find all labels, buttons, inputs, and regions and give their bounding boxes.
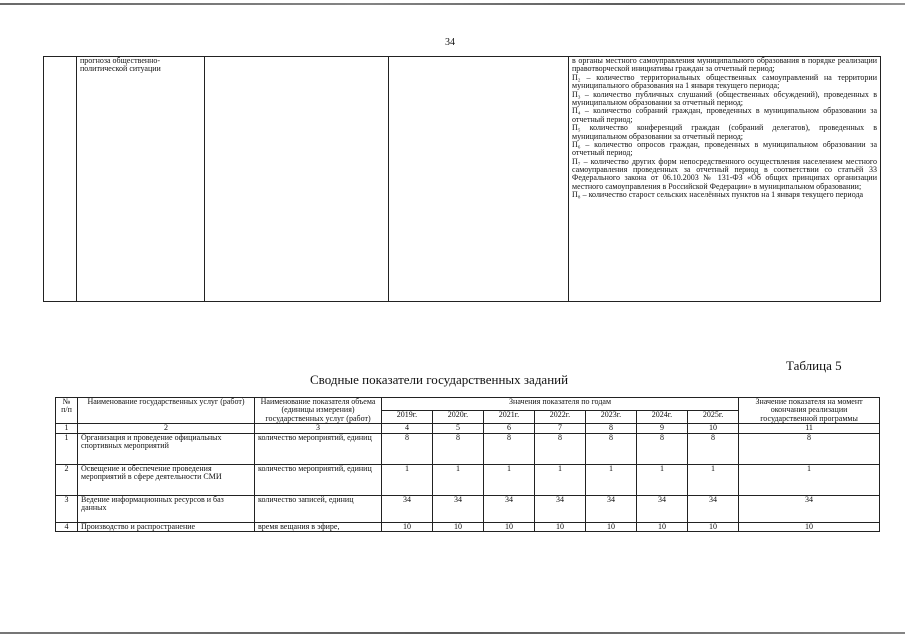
column-header-year: 2022г.: [535, 411, 586, 424]
year-value: 8: [637, 433, 688, 464]
year-value: 34: [535, 495, 586, 522]
formula-description-cell: [569, 57, 881, 302]
year-value: 34: [586, 495, 637, 522]
year-value: 8: [535, 433, 586, 464]
column-number: 3: [255, 424, 382, 433]
service-name: Ведение информационных ресурсов и баз данных: [78, 495, 255, 522]
indicator-name: количество мероприятий, единиц: [255, 464, 382, 495]
year-value: 1: [484, 464, 535, 495]
formula-paragraph: П₆ – количество опросов граждан, проведенных в муниципальном образовании за отчетный период;: [572, 139, 877, 158]
year-value: 10: [586, 522, 637, 531]
column-number: 7: [535, 424, 586, 433]
table-cell: [389, 57, 569, 302]
final-value: 10: [739, 522, 880, 531]
table-cell: [44, 57, 77, 302]
column-header-year: 2020г.: [433, 411, 484, 424]
service-name: Освещение и обеспечение проведения мероприятий в сфере деятельности СМИ: [78, 464, 255, 495]
year-value: 8: [484, 433, 535, 464]
column-header-values-group: Значения показателя по годам: [382, 398, 739, 411]
year-value: 10: [433, 522, 484, 531]
page-number: 34: [445, 37, 455, 48]
column-number: 10: [688, 424, 739, 433]
column-numbers-row: [56, 424, 880, 433]
column-header-year: 2021г.: [484, 411, 535, 424]
column-header-year: 2023г.: [586, 411, 637, 424]
state-tasks-summary-table: [55, 397, 880, 532]
column-number: 4: [382, 424, 433, 433]
year-value: 1: [586, 464, 637, 495]
row-number: 3: [56, 495, 78, 522]
year-value: 34: [433, 495, 484, 522]
formula-paragraph: П₅ количество конференций граждан (собраний делегатов), проведенных в муниципальном образовании за отчетный период;: [572, 123, 877, 141]
final-value: 34: [739, 495, 880, 522]
scan-edge-bottom: [0, 632, 905, 634]
year-value: 8: [433, 433, 484, 464]
year-value: 8: [586, 433, 637, 464]
year-value: 8: [688, 433, 739, 464]
year-value: 34: [688, 495, 739, 522]
column-number: 5: [433, 424, 484, 433]
column-number: 2: [78, 424, 255, 433]
column-header-year: 2025г.: [688, 411, 739, 424]
final-value: 8: [739, 433, 880, 464]
year-value: 10: [535, 522, 586, 531]
service-name: Организация и проведение официальных спортивных мероприятий: [78, 433, 255, 464]
year-value: 1: [382, 464, 433, 495]
indicator-name: количество записей, единиц: [255, 495, 382, 522]
table-row: [56, 495, 880, 522]
indicator-formula-table: [43, 56, 881, 302]
table-row: [56, 433, 880, 464]
indicator-name: время вещания в эфире,: [255, 522, 382, 531]
table-row: [44, 57, 881, 302]
table-title: Сводные показатели государственных заданий: [310, 372, 569, 387]
formula-paragraph: П₇ – количество других форм непосредственного осуществления населением местного самоуправления проведенных за отчетный период в соответствии со статьёй 33 Федерального закона от 06.10.2003 № 131-ФЗ «Об общих принципах организации местного самоуправления в Российской Федерации» в муниципальном образовании;: [572, 156, 877, 191]
table-row: [56, 464, 880, 495]
year-value: 8: [382, 433, 433, 464]
year-value: 1: [433, 464, 484, 495]
year-value: 1: [637, 464, 688, 495]
final-value: 1: [739, 464, 880, 495]
year-value: 1: [688, 464, 739, 495]
year-value: 10: [688, 522, 739, 531]
forecast-cell: прогноза общественно-политической ситуации: [77, 57, 205, 302]
column-header-indicator: Наименование показателя объема (единицы измерения) государственных услуг (работ): [255, 398, 382, 424]
indicator-name: количество мероприятий, единиц: [255, 433, 382, 464]
table-cell: [205, 57, 389, 302]
row-number: 1: [56, 433, 78, 464]
column-number: 11: [739, 424, 880, 433]
year-value: 10: [484, 522, 535, 531]
column-header-year: 2024г.: [637, 411, 688, 424]
service-name: Производство и распространение: [78, 522, 255, 531]
table-row: [56, 522, 880, 531]
row-number: 4: [56, 522, 78, 531]
column-number: 8: [586, 424, 637, 433]
column-header-num: № п/п: [56, 398, 78, 424]
formula-paragraph: П₃ – количество публичных слушаний (общественных обсуждений), проведенных в муниципальном образовании за отчетный период;: [572, 89, 877, 107]
scan-edge-top: [0, 3, 905, 5]
year-value: 10: [382, 522, 433, 531]
row-number: 2: [56, 464, 78, 495]
formula-paragraph: П₂ – количество территориальных общественных самоуправлений на территории муниципального образования на 1 января текущего периода;: [572, 72, 877, 91]
formula-paragraph: в органы местного самоуправления муниципального образования в порядке реализации правотворческой инициативы граждан за отчетный период;: [572, 56, 877, 74]
column-number: 6: [484, 424, 535, 433]
column-header-final: Значение показателя на момент окончания реализации государственной программы: [739, 398, 880, 424]
year-value: 10: [637, 522, 688, 531]
formula-paragraph: П₄ – количество собраний граждан, проведенных в муниципальном образовании за отчетный период;: [572, 106, 877, 124]
table-label: Таблица 5: [786, 358, 842, 373]
header-row: [56, 398, 880, 411]
column-number: 1: [56, 424, 78, 433]
column-header-year: 2019г.: [382, 411, 433, 424]
column-header-service: Наименование государственных услуг (работ): [78, 398, 255, 424]
year-value: 1: [535, 464, 586, 495]
column-number: 9: [637, 424, 688, 433]
year-value: 34: [484, 495, 535, 522]
formula-paragraph: П₈ – количество старост сельских населённых пунктов на 1 января текущего периода: [572, 190, 864, 200]
year-value: 34: [382, 495, 433, 522]
year-value: 34: [637, 495, 688, 522]
